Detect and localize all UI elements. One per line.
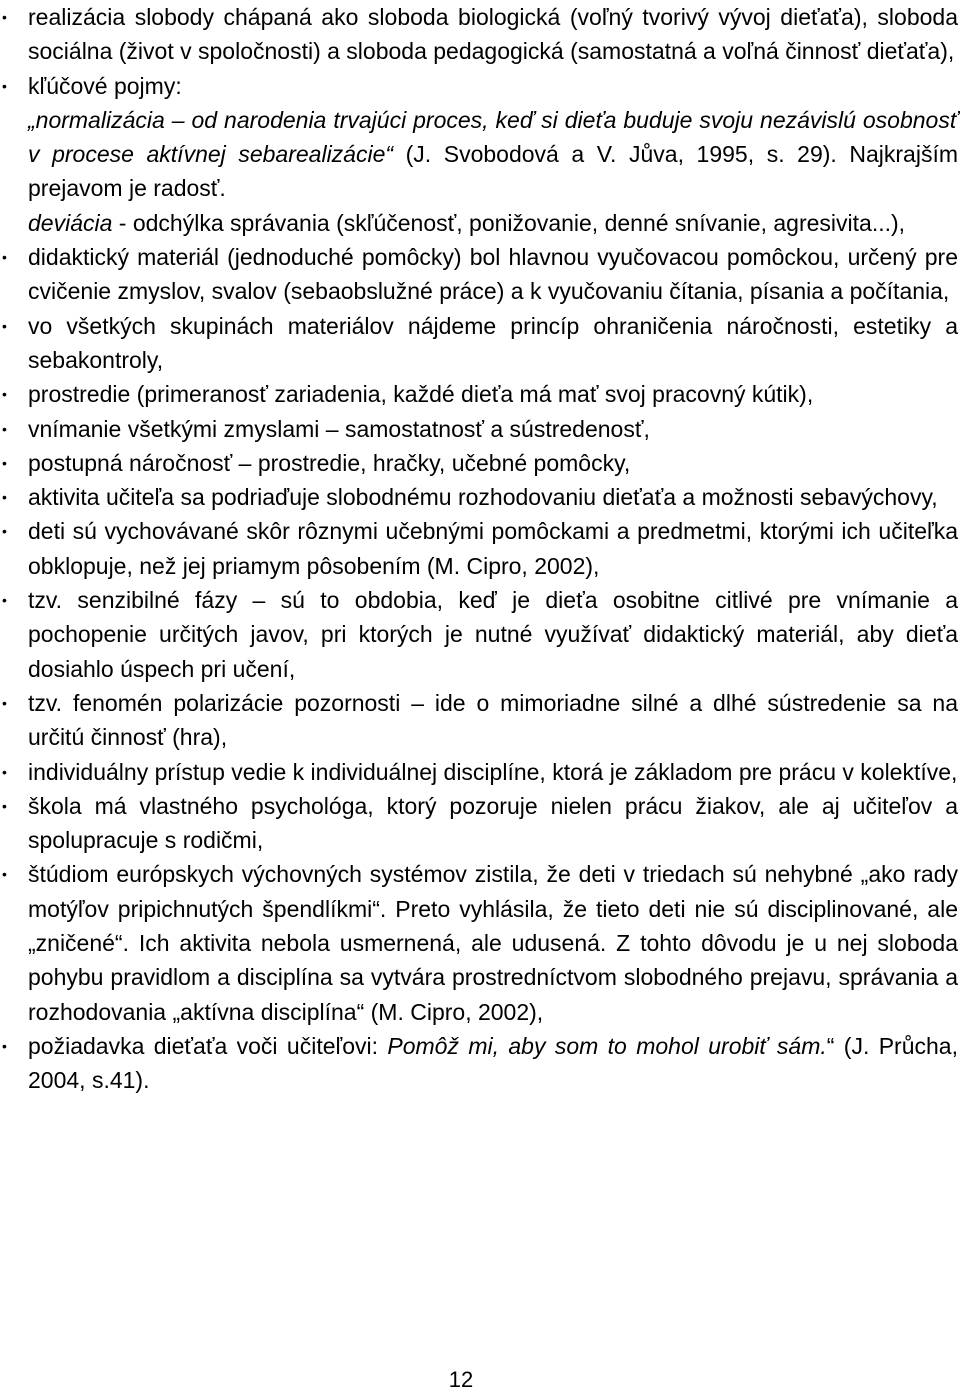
- list-item-postupna: [0, 446, 958, 480]
- bullet-icon: •: [2, 420, 7, 437]
- list-item-text: individuálny prístup vedie k individuálnej disciplíne, ktorá je základom pre prácu v kolektíve,: [28, 758, 958, 785]
- bullet-icon: •: [2, 523, 7, 540]
- list-item-text: štúdiom európskych výchovných systémov zistila, že deti v triedach sú nehybné „ako rady motýľov pripichnutých špendlíkmi“. Preto vyhlásila, že tieto deti nie sú disciplinované, ale „zničené“. Ich aktivita nebola usmernená, ale udusená. Z tohto dôvodu je u nej sloboda pohybu pravidlom a disciplína sa vytvára prostredníctvom slobodného prejavu, správania a rozhodovania „aktívna disciplína“ (M. Cipro, 2002),: [28, 861, 958, 1025]
- term-deviacia-label: deviácia: [28, 209, 113, 236]
- list-item-text: vnímanie všetkými zmyslami – samostatnosť a sústredenosť,: [28, 415, 650, 442]
- list-item-vnimanie: [0, 412, 958, 446]
- list-item-skola: [0, 789, 958, 858]
- bullet-icon: •: [2, 1037, 7, 1054]
- list-item-senzibilne-fazy: [0, 583, 958, 686]
- list-item-text: prostredie (primeranosť zariadenia, každé dieťa má mať svoj pracovný kútik),: [28, 381, 814, 408]
- list-item-text: deti sú vychovávané skôr rôznymi učebnými pomôckami a predmetmi, ktorými ich učiteľka obklopuje, než jej priamym pôsobením (M. Cipro, 2002),: [28, 518, 958, 579]
- bullet-icon: •: [2, 9, 7, 25]
- list-item-deti: [0, 514, 958, 583]
- bullet-icon: •: [2, 386, 7, 403]
- list-item-text: tzv. senzibilné fázy – sú to obdobia, keď je dieťa osobitne citlivé pre vnímanie a pochopenie určitých javov, pri ktorých je nutné využívať didaktický materiál, aby dieťa dosiahlo úspech pri učení,: [28, 587, 958, 682]
- list-item-text: tzv. fenomén polarizácie pozornosti – ide o mimoriadne silné a dlhé sústredenie sa na určitú činnosť (hra),: [28, 689, 958, 751]
- list-item-didakticky: [0, 240, 958, 309]
- list-item-citation: “ (J. Průcha, 2004, s.41).: [28, 1032, 958, 1094]
- bullet-icon: •: [2, 454, 7, 471]
- list-item-text: kľúčové pojmy:: [28, 72, 182, 99]
- bullet-icon: •: [2, 763, 7, 780]
- list-item-klucove-pojmy: [0, 69, 958, 103]
- list-item-quote: Pomôž mi, aby som to mohol urobiť sám.: [387, 1032, 827, 1059]
- list-item-vsetkych: [0, 309, 958, 378]
- bullet-icon: •: [2, 77, 7, 94]
- list-item-prostredie: [0, 377, 958, 411]
- list-item-fenomen: [0, 686, 958, 755]
- list-item-individualny: [0, 755, 958, 789]
- list-item-realizacia: [0, 0, 958, 69]
- bullet-icon: •: [2, 694, 7, 711]
- list-item-text: vo všetkých skupinách materiálov nájdeme princíp ohraničenia náročnosti, estetiky a sebakontroly,: [28, 312, 958, 373]
- list-item-text: škola má vlastného psychológa, ktorý pozoruje nielen prácu žiakov, ale aj učiteľov a spolupracuje s rodičmi,: [28, 792, 958, 854]
- bullet-icon: •: [2, 249, 7, 266]
- list-item-text: aktivita učiteľa sa podriaďuje slobodnému rozhodovaniu dieťaťa a možnosti sebavýchovy,: [28, 484, 938, 511]
- bullet-icon: •: [2, 317, 7, 334]
- list-item-text: realizácia slobody chápaná ako sloboda biologická (voľný tvorivý vývoj dieťaťa), sloboda sociálna (život v spoločnosti) a sloboda pedagogická (samostatná a voľná činnosť dieťaťa),: [28, 4, 958, 65]
- page-number-text: 12: [448, 1367, 474, 1392]
- term-normalizacia: [0, 103, 958, 206]
- list-item-lead: požiadavka dieťaťa voči učiteľovi:: [28, 1032, 388, 1059]
- term-normalizacia-citation: (J. Svobodová a V. Jůva, 1995, s. 29). Najkrajším prejavom je radosť.: [28, 141, 958, 202]
- page-number: [0, 1366, 960, 1394]
- term-normalizacia-definition: „normalizácia – od narodenia trvajúci proces, keď si dieťa buduje svoju nezávislú osobnosť v procese aktívnej sebarealizácie“: [28, 106, 958, 168]
- term-deviacia: [0, 206, 958, 240]
- list-item-text: didaktický materiál (jednoduché pomôcky) bol hlavnou vyučovacou pomôckou, určený pre cvičenie zmyslov, svalov (sebaobslužné práce) a k vyučovaniu čítania, písania a počítania,: [28, 244, 958, 305]
- bullet-icon: •: [2, 797, 7, 814]
- list-item-poziadavka: [0, 1029, 958, 1098]
- list-item-aktivita: [0, 480, 958, 514]
- list-item-studiom: [0, 857, 958, 1028]
- bullet-icon: •: [2, 592, 7, 609]
- bullet-icon: •: [2, 489, 7, 506]
- term-deviacia-definition: - odchýlka správania (skľúčenosť, ponižovanie, denné snívanie, agresivita...),: [112, 209, 906, 236]
- list-item-text: postupná náročnosť – prostredie, hračky, učebné pomôcky,: [28, 449, 631, 476]
- bullet-icon: •: [2, 866, 7, 883]
